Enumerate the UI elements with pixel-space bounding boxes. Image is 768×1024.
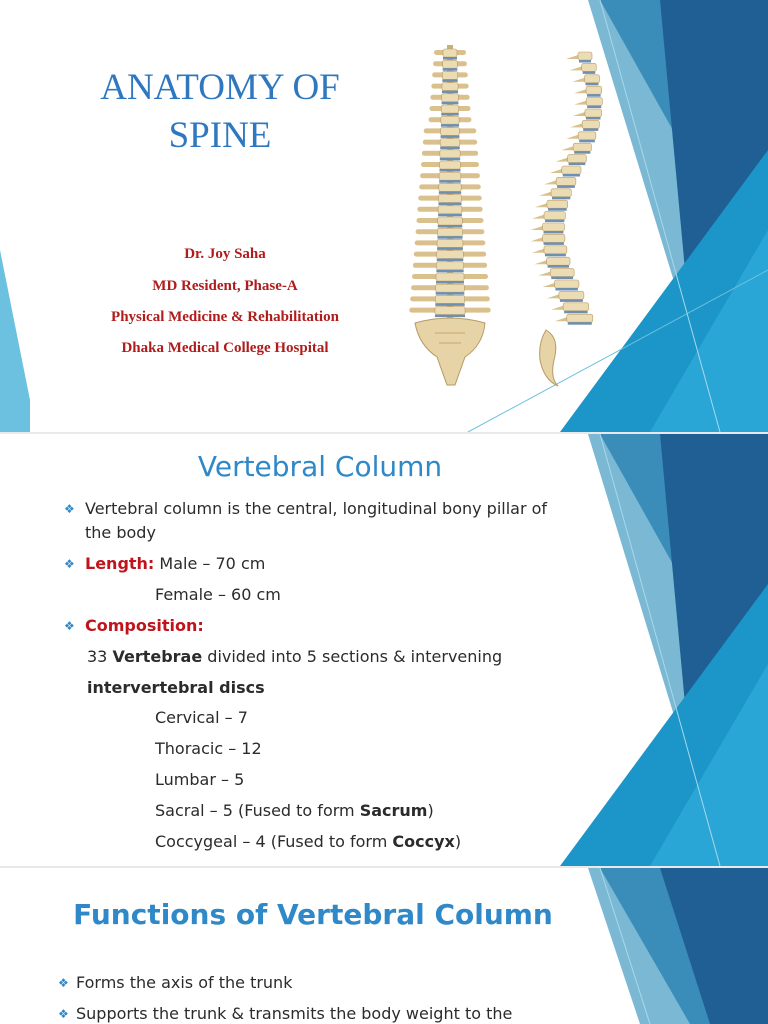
diamond-bullet-icon: ❖ xyxy=(58,1007,69,1021)
slide-functions xyxy=(0,868,768,1024)
title-line-1: ANATOMY OF xyxy=(100,67,340,108)
sacral-pre: Sacral – 5 (Fused to form xyxy=(155,801,360,820)
length-line xyxy=(85,554,265,573)
sacral-bold: Sacrum xyxy=(359,801,428,820)
diamond-bullet-icon: ❖ xyxy=(58,976,69,990)
function-item: Forms the axis of the trunk xyxy=(76,973,293,992)
slide-vertebral-column xyxy=(0,434,768,866)
section-cervical: Cervical – 7 xyxy=(155,708,248,727)
slide-heading: Vertebral Column xyxy=(197,450,443,483)
sacral-post: ) xyxy=(427,801,434,820)
title-line-2: SPINE xyxy=(168,115,272,156)
diamond-bullet-icon: ❖ xyxy=(64,619,75,633)
coccygeal-post: ) xyxy=(454,832,462,851)
bullet-text-continued: the body xyxy=(85,523,156,542)
coccygeal-pre: Coccygeal – 4 (Fused to form xyxy=(155,832,393,851)
composition-line xyxy=(87,647,502,666)
section-lumbar: Lumbar – 5 xyxy=(155,770,245,789)
presentation-title xyxy=(60,64,380,160)
bullet-text: Vertebral column is the central, longitudinal bony pillar of xyxy=(85,499,548,518)
diamond-bullet-icon: ❖ xyxy=(64,557,75,571)
spine-front-illustration xyxy=(405,45,495,390)
composition-label-text: Composition: xyxy=(85,616,204,635)
slide-decoration xyxy=(0,868,768,1024)
author-name: Dr. Joy Saha xyxy=(184,246,266,262)
diamond-bullet-icon: ❖ xyxy=(64,502,75,516)
author-institution: Dhaka Medical College Hospital xyxy=(121,340,329,356)
composition-label xyxy=(85,616,204,635)
comp-bold: Vertebrae xyxy=(112,647,203,666)
composition-line-2: intervertebral discs xyxy=(87,678,265,697)
author-role: MD Resident, Phase-A xyxy=(152,278,298,294)
length-label: Length: xyxy=(85,554,155,573)
length-female: Female – 60 cm xyxy=(155,585,281,604)
section-sacral xyxy=(155,801,434,820)
length-male: Male – 70 cm xyxy=(159,554,266,573)
slide-title xyxy=(0,0,768,432)
section-coccygeal xyxy=(155,832,461,851)
author-department: Physical Medicine & Rehabilitation xyxy=(111,309,339,325)
section-thoracic: Thoracic – 12 xyxy=(155,739,262,758)
function-item: Supports the trunk & transmits the body weight to the xyxy=(76,1004,513,1023)
coccygeal-bold: Coccyx xyxy=(392,832,455,851)
slide-heading: Functions of Vertebral Column xyxy=(73,898,553,931)
comp-pre: 33 xyxy=(87,647,113,666)
comp-post: divided into 5 sections & intervening xyxy=(202,647,503,666)
spine-side-illustration xyxy=(508,48,608,388)
